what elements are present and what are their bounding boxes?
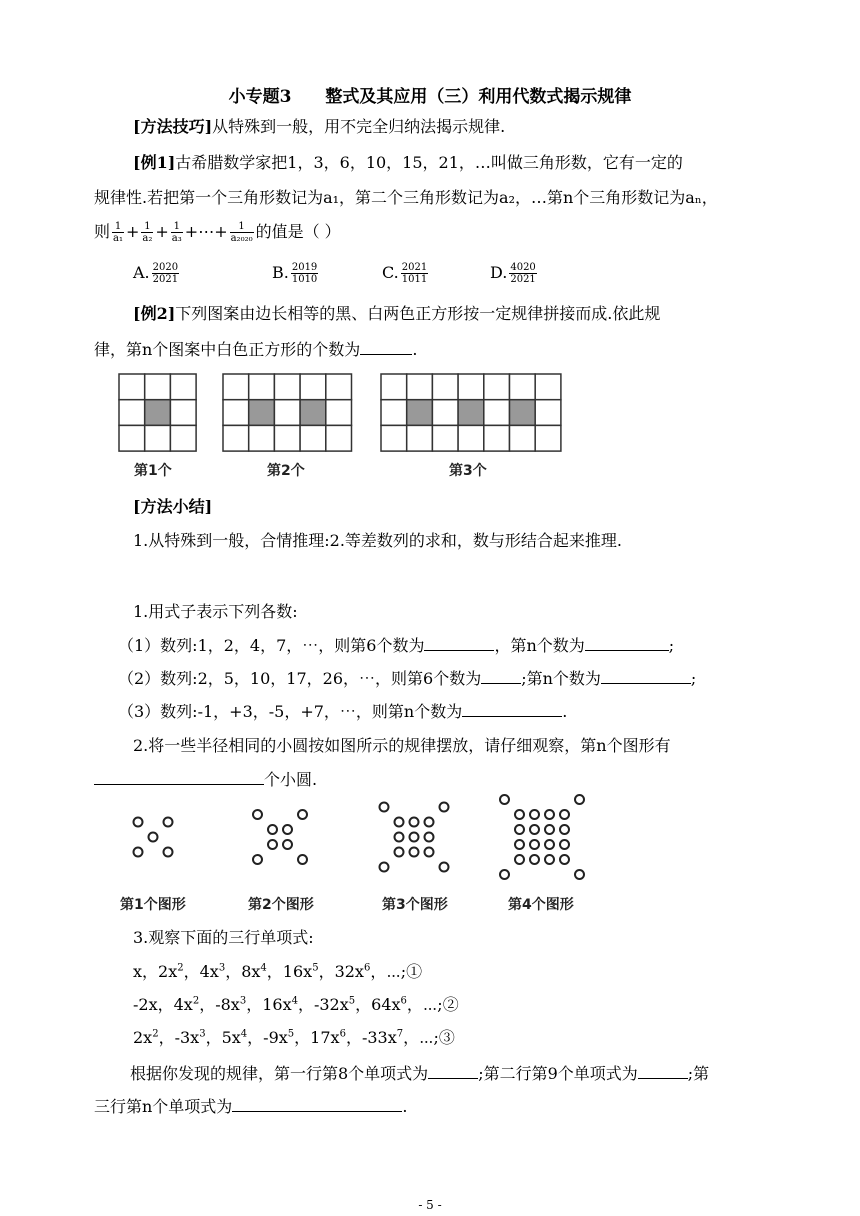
inner-circle: [283, 825, 292, 834]
fraction-term: $\frac{1}{\text{a₂₀₂₀}}$: [230, 221, 253, 244]
inner-circle: [560, 810, 569, 819]
q1-part-3: （3）数列:-1，+3，-5，+7，⋯，则第n个数为 .: [118, 702, 568, 721]
inner-circle: [560, 840, 569, 849]
white-square: [458, 425, 484, 451]
white-square: [274, 400, 300, 426]
q3-conclusion-line1: 根据你发现的规律，第一行第8个单项式为 ;第二行第9个单项式为 ;第: [130, 1064, 710, 1083]
example1-prefix: 则: [94, 222, 111, 241]
corner-circle: [298, 855, 307, 864]
inner-circle: [530, 840, 539, 849]
inner-circle: [283, 840, 292, 849]
white-square: [119, 400, 145, 426]
white-square: [326, 374, 352, 400]
q2-line1: 2.将一些半径相同的小圆按如图所示的规律摆放，请仔细观察，第n个图形有: [133, 736, 671, 755]
grid-caption-1: 第1个: [134, 463, 172, 479]
white-square: [510, 425, 536, 451]
q3-conclusion-line2: 三行第n个单项式为 .: [94, 1097, 408, 1116]
corner-circle: [440, 803, 449, 812]
answer-blank[interactable]: [601, 667, 691, 684]
inner-circle: [425, 818, 434, 827]
dark-square: [249, 400, 275, 426]
inner-circle: [515, 810, 524, 819]
answer-blank[interactable]: [424, 634, 494, 651]
inner-circle: [268, 840, 277, 849]
corner-circle: [298, 810, 307, 819]
answer-blank[interactable]: [360, 338, 412, 355]
corner-circle: [440, 863, 449, 872]
grid-patterns-figure: [118, 373, 568, 453]
white-square: [535, 400, 561, 426]
answer-blank[interactable]: [428, 1062, 478, 1079]
q2-line2: 个小圆.: [94, 768, 317, 791]
inner-circle: [149, 833, 158, 842]
circle-caption-3: 第3个图形: [382, 897, 448, 913]
inner-circle: [545, 840, 554, 849]
page-number: - 5 -: [418, 1198, 442, 1212]
corner-circle: [253, 855, 262, 864]
grid-caption-3: 第3个: [449, 463, 487, 479]
white-square: [381, 425, 407, 451]
white-square: [432, 400, 458, 426]
q3-row-1: x，$2x^2$，$4x^3$，$8x^4$，$16x^5$，$32x^6$，⋯;①: [133, 962, 423, 981]
inner-circle: [425, 833, 434, 842]
white-square: [119, 374, 145, 400]
white-square: [432, 425, 458, 451]
white-square: [381, 400, 407, 426]
dark-square: [407, 400, 433, 426]
corner-circle: [253, 810, 262, 819]
corner-circle: [380, 803, 389, 812]
summary-text: 1.从特殊到一般，合情推理:2.等差数列的求和，数与形结合起来推理.: [133, 531, 623, 550]
corner-circle: [575, 795, 584, 804]
inner-circle: [515, 840, 524, 849]
answer-blank[interactable]: [585, 634, 669, 651]
corner-circle: [380, 863, 389, 872]
white-square: [326, 400, 352, 426]
fraction-term: $\frac{1}{\text{a₁}}$: [113, 221, 123, 244]
example1-line2: 规律性.若把第一个三角形数记为a₁，第二个三角形数记为a₂，…第n个三角形数记为aₙ，: [94, 188, 718, 207]
inner-circle: [425, 848, 434, 857]
q3-intro: 3.观察下面的三行单项式:: [133, 928, 314, 947]
dark-square: [458, 400, 484, 426]
inner-circle: [395, 818, 404, 827]
circle-caption-4: 第4个图形: [508, 897, 574, 913]
inner-circle: [545, 825, 554, 834]
inner-circle: [530, 855, 539, 864]
example2-line2: 律，第n个图案中白色正方形的个数为 .: [94, 340, 418, 359]
circle-caption-2: 第2个图形: [248, 897, 314, 913]
dark-square: [300, 400, 326, 426]
page-title: [0, 82, 860, 107]
circle-patterns-figure: [110, 792, 610, 892]
inner-circle: [268, 825, 277, 834]
white-square: [223, 400, 249, 426]
inner-circle: [560, 825, 569, 834]
white-square: [145, 374, 171, 400]
inner-circle: [515, 855, 524, 864]
white-square: [300, 425, 326, 451]
answer-blank[interactable]: [94, 768, 264, 785]
answer-blank[interactable]: [232, 1095, 402, 1112]
white-square: [326, 425, 352, 451]
white-square: [274, 374, 300, 400]
fraction-term: $\frac{1}{\text{a₃}}$: [171, 221, 182, 244]
option-c: C. $\frac{2021}{1011}$: [382, 262, 428, 285]
white-square: [484, 425, 510, 451]
title-topic-number: 小专题3: [228, 87, 292, 107]
inner-circle: [545, 810, 554, 819]
method-tip-label: [方法技巧]: [133, 117, 213, 136]
inner-circle: [410, 848, 419, 857]
white-square: [484, 374, 510, 400]
white-square: [458, 374, 484, 400]
white-square: [274, 425, 300, 451]
example1-label: [例1]: [133, 153, 176, 172]
q1-intro: 1.用式子表示下列各数:: [133, 602, 298, 621]
option-b: B. $\frac{2019}{1010}$: [272, 262, 318, 285]
answer-blank[interactable]: [638, 1062, 688, 1079]
white-square: [249, 374, 275, 400]
white-square: [170, 425, 196, 451]
corner-circle: [134, 818, 143, 827]
corner-circle: [500, 795, 509, 804]
example1-text1: 古希腊数学家把1，3，6，10，15，21，…叫做三角形数，它有一定的: [175, 153, 683, 172]
fraction-term: $\frac{1}{\text{a₂}}$: [142, 221, 153, 244]
corner-circle: [500, 870, 509, 879]
white-square: [223, 425, 249, 451]
answer-blank[interactable]: [462, 700, 562, 717]
corner-circle: [164, 818, 173, 827]
q3-row-3: $2x^2$，$-3x^3$，$5x^4$，$-9x^5$，$17x^6$，$-33x^7$，⋯;③: [133, 1028, 455, 1047]
white-square: [145, 425, 171, 451]
inner-circle: [410, 833, 419, 842]
white-square: [510, 374, 536, 400]
option-a: A. $\frac{2020}{2021}$: [133, 262, 179, 285]
summary-label: [方法小结]: [133, 497, 213, 516]
inner-circle: [545, 855, 554, 864]
example1-line3: 则 $\frac{1}{\text{a₁}}$ + $\frac{1}{\text{a₂}}$ + $\frac{1}{\text{a₃}}$ +⋯+ $\frac{1}{\text{a₂₀₂₀}}$ 的值是（ ）: [94, 221, 341, 244]
inner-circle: [560, 855, 569, 864]
white-square: [300, 374, 326, 400]
white-square: [407, 374, 433, 400]
corner-circle: [164, 848, 173, 857]
inner-circle: [515, 825, 524, 834]
example2-line1: [例2]下列图案由边长相等的黑、白两色正方形按一定规律拼接而成.依此规: [133, 304, 661, 323]
option-d: D. $\frac{4020}{2021}$: [490, 262, 536, 285]
white-square: [170, 374, 196, 400]
q3-row-2: -2x，$4x^2$，$-8x^3$，$16x^4$，$-32x^5$，$64x^6$，⋯;②: [133, 995, 459, 1014]
q1-part-1: （1）数列:1，2，4，7，⋯，则第6个数为 ，第n个数为 ;: [118, 636, 675, 655]
white-square: [249, 425, 275, 451]
white-square: [119, 425, 145, 451]
inner-circle: [410, 818, 419, 827]
method-tip: [133, 116, 505, 138]
white-square: [432, 374, 458, 400]
grid-caption-2: 第2个: [267, 463, 305, 479]
example1-suffix: 的值是（ ）: [255, 222, 341, 241]
white-square: [170, 400, 196, 426]
white-square: [535, 425, 561, 451]
dark-square: [510, 400, 536, 426]
white-square: [407, 425, 433, 451]
answer-blank[interactable]: [481, 667, 521, 684]
white-square: [484, 400, 510, 426]
title-topic-name: 整式及其应用（三）利用代数式揭示规律: [325, 87, 632, 107]
white-square: [223, 374, 249, 400]
dark-square: [145, 400, 171, 426]
inner-circle: [530, 810, 539, 819]
white-square: [535, 374, 561, 400]
corner-circle: [575, 870, 584, 879]
inner-circle: [395, 833, 404, 842]
example1-line1: [133, 152, 683, 174]
inner-circle: [395, 848, 404, 857]
method-tip-text: 从特殊到一般，用不完全归纳法揭示规律.: [212, 117, 506, 136]
example2-label: [例2]: [133, 304, 176, 323]
corner-circle: [134, 848, 143, 857]
inner-circle: [530, 825, 539, 834]
white-square: [381, 374, 407, 400]
circle-caption-1: 第1个图形: [120, 897, 186, 913]
q1-part-2: （2）数列:2，5，10，17，26，⋯，则第6个数为 ;第n个数为 ;: [118, 669, 697, 688]
